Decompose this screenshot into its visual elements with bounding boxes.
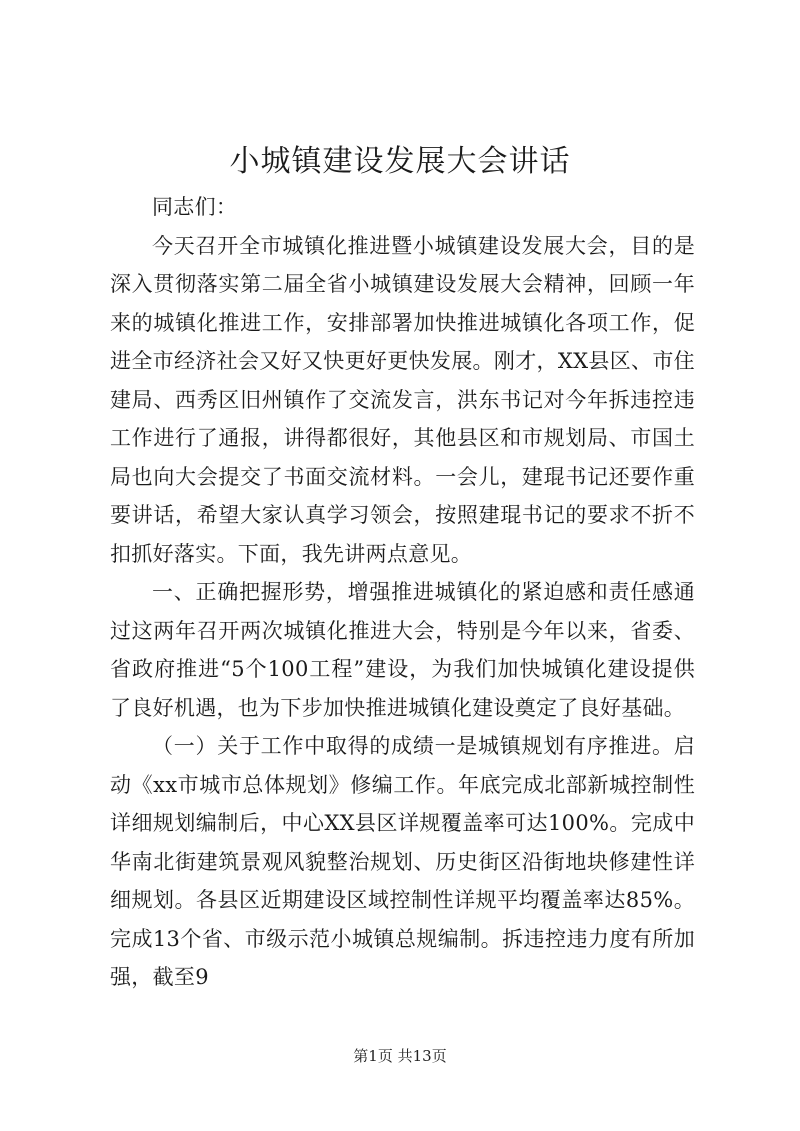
paragraph-greeting: 同志们：: [152, 195, 238, 219]
paragraph-section-one: 一、正确把握形势，增强推进城镇化的紧迫感和责任感通过这两年召开两次城镇化推进大会，特别是今年以来，省委、省政府推进“5个100工程”建设，为我们加快城镇化建设提供了良好机遇，也为下步加快推进城镇化建设奠定了良好基础。: [110, 580, 695, 720]
page-number: 第1页: [353, 1047, 393, 1065]
page-footer: [0, 1046, 800, 1066]
document-body: [110, 188, 695, 997]
paragraph-achievements: （一）关于工作中取得的成绩一是城镇规划有序推进。启动《xx市城市总体规划》修编工作。年底完成北部新城控制性详细规划编制后，中心XX县区详规覆盖率可达100%。完成中华南北街建筑景观风貌整治规划、历史街区沿街地块修建性详细规划。各县区近期建设区域控制性详规平均覆盖率达85%。完成13个省、市级示范小城镇总规编制。拆违控违力度有所加强，截至9: [110, 734, 695, 989]
paragraph-intro: 今天召开全市城镇化推进暨小城镇建设发展大会，目的是深入贯彻落实第二届全省小城镇建设发展大会精神，回顾一年来的城镇化推进工作，安排部署加快推进城镇化各项工作，促进全市经济社会又好又快更好更快发展。刚才，XX县区、市住建局、西秀区旧州镇作了交流发言，洪东书记对今年拆违控违工作进行了通报，讲得都很好，其他县区和市规划局、市国土局也向大会提交了书面交流材料。一会儿，建琨书记还要作重要讲话，希望大家认真学习领会，按照建琨书记的要求不折不扣抓好落实。下面，我先讲两点意见。: [110, 233, 695, 566]
page-total: 共13页: [397, 1047, 447, 1065]
document-title: 小城镇建设发展大会讲话: [229, 144, 571, 179]
